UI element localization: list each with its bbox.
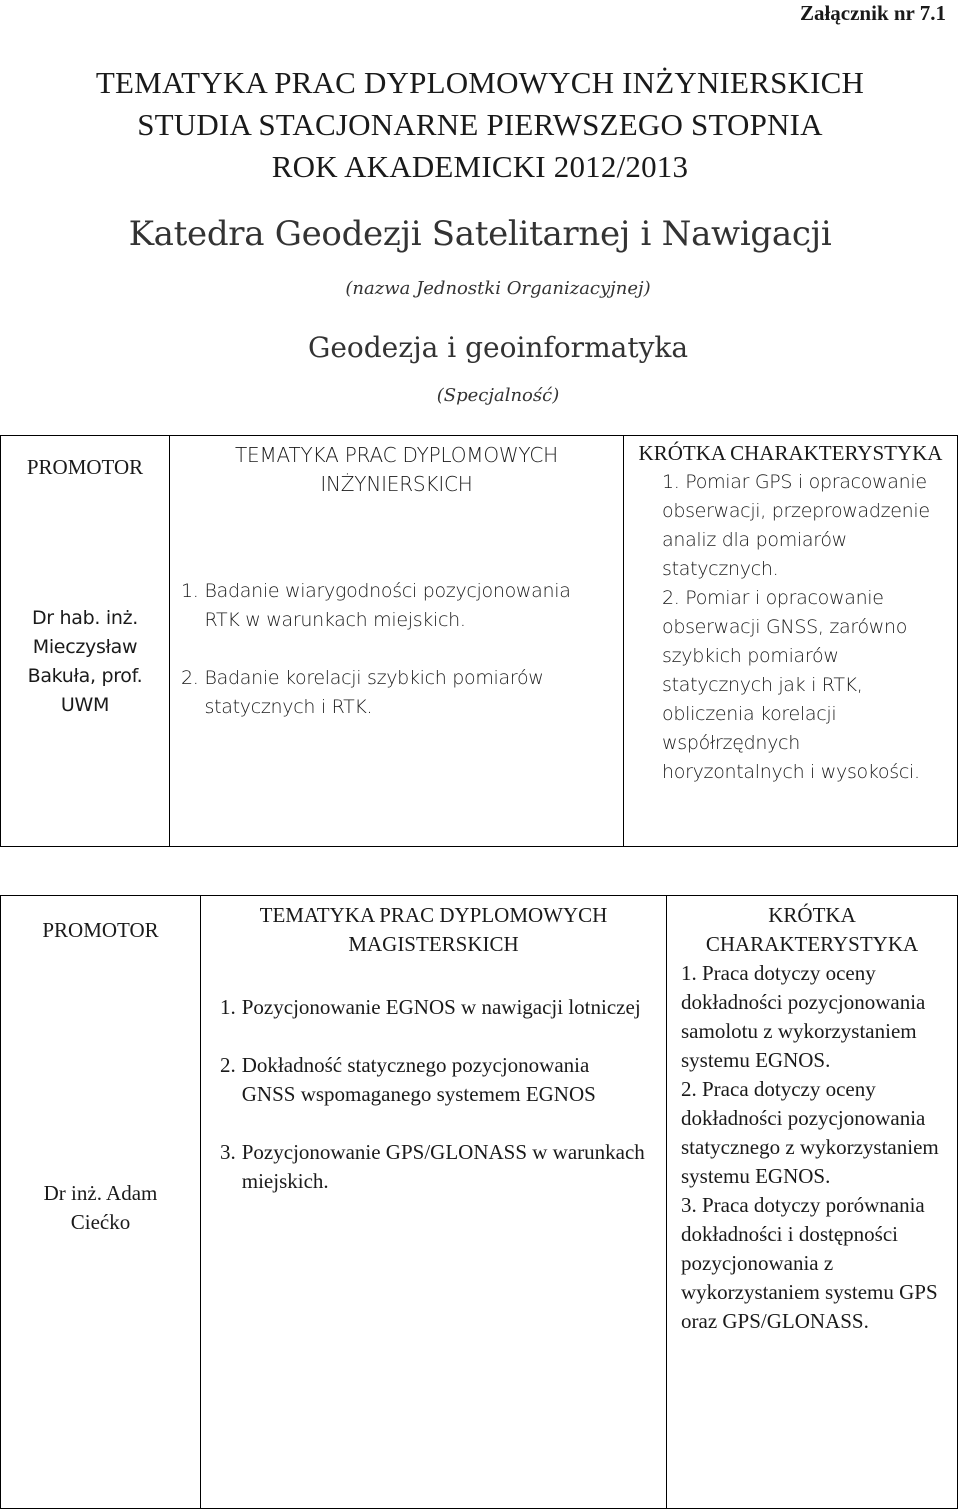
description-item: 3. Praca dotyczy porównania dokładności i dostępności pozycjonowania z wykorzystaniem systemu GPS oraz GPS/GLONASS. [681, 1193, 938, 1333]
title-line-3: ROK AKADEMICKI 2012/2013 [271, 149, 689, 184]
masters-topics-cell [201, 896, 667, 1509]
topic-text: Pozycjonowanie GPS/GLONASS w warunkach miejskich. [241, 1140, 645, 1193]
list-item [181, 577, 603, 635]
attachment-label: Załącznik nr 7.1 [799, 1, 946, 25]
masters-topics-table [0, 895, 958, 1509]
faculty-name: Katedra Geodezji Satelitarnej i Nawigacji [128, 214, 832, 254]
specialty-name: Geodezja i geoinformatyka [307, 331, 689, 364]
masters-description-header: KRÓTKA CHARAKTERYSTYKA [705, 903, 919, 956]
engineering-promotor-name: Dr hab. inż. Mieczysław Bakuła, prof. UWM [27, 607, 143, 716]
engineering-description-list [624, 468, 957, 787]
specialty-note: (Specjalność) [436, 385, 560, 406]
masters-topics-list [201, 959, 666, 1196]
topic-number: 1. [220, 995, 236, 1019]
topic-text: Dokładność statycznego pozycjonowania GNSS wspomaganego systemem EGNOS [241, 1053, 596, 1106]
topic-number: 1. [181, 580, 199, 602]
engineering-topics-list [170, 499, 623, 722]
topic-text: Badanie korelacji szybkich pomiarów statycznych i RTK. [204, 667, 544, 718]
masters-description-list [667, 959, 957, 1336]
engineering-topics-table [0, 435, 958, 847]
description-item: 1. Pomiar GPS i opracowanie obserwacji, przeprowadzenie analiz dla pomiarów statycznych. [662, 471, 930, 580]
title-line-1: TEMATYKA PRAC DYPLOMOWYCH INŻYNIERSKICH [95, 65, 865, 100]
topic-text: Badanie wiarygodności pozycjonowania RTK w warunkach miejskich. [204, 580, 571, 631]
description-item: 2. Praca dotyczy oceny dokładności pozycjonowania statycznego z wykorzystaniem systemu EGNOS. [681, 1077, 939, 1188]
title-line-2: STUDIA STACJONARNE PIERWSZEGO STOPNIA [137, 107, 823, 142]
masters-promotor-name: Dr inż. Adam Ciećko [43, 1181, 158, 1234]
description-item: 1. Praca dotyczy oceny dokładności pozycjonowania samolotu z wykorzystaniem systemu EGNOS. [681, 961, 926, 1072]
description-item: 2. Pomiar i opracowanie obserwacji GNSS, zarówno szybkich pomiarów statycznych jak i RTK, obliczenia korelacji współrzędnych horyzontalnych i wysokości. [662, 587, 920, 783]
document-title [0, 62, 960, 188]
masters-topics-header: TEMATYKA PRAC DYPLOMOWYCH MAGISTERSKICH [259, 903, 608, 956]
list-item [181, 664, 603, 722]
masters-description-cell [667, 896, 958, 1509]
engineering-topics-header: TEMATYKA PRAC DYPLOMOWYCH INŻYNIERSKICH [235, 443, 558, 496]
list-item [220, 993, 646, 1022]
engineering-description-header: KRÓTKA CHARAKTERYSTYKA [638, 441, 943, 465]
list-item [220, 1051, 646, 1109]
masters-promotor-header: PROMOTOR [42, 918, 159, 942]
engineering-description-cell [624, 436, 958, 847]
topic-number: 2. [220, 1053, 236, 1077]
faculty-note: (nazwa Jednostki Organizacyjnej) [345, 278, 651, 299]
engineering-topics-cell [170, 436, 624, 847]
topic-number: 3. [220, 1140, 236, 1164]
topic-text: Pozycjonowanie EGNOS w nawigacji lotniczej [241, 995, 641, 1019]
topic-number: 2. [181, 667, 199, 689]
masters-promotor-cell [1, 896, 201, 1509]
engineering-promotor-cell [1, 436, 170, 847]
list-item [220, 1138, 646, 1196]
engineering-promotor-header: PROMOTOR [26, 455, 144, 479]
